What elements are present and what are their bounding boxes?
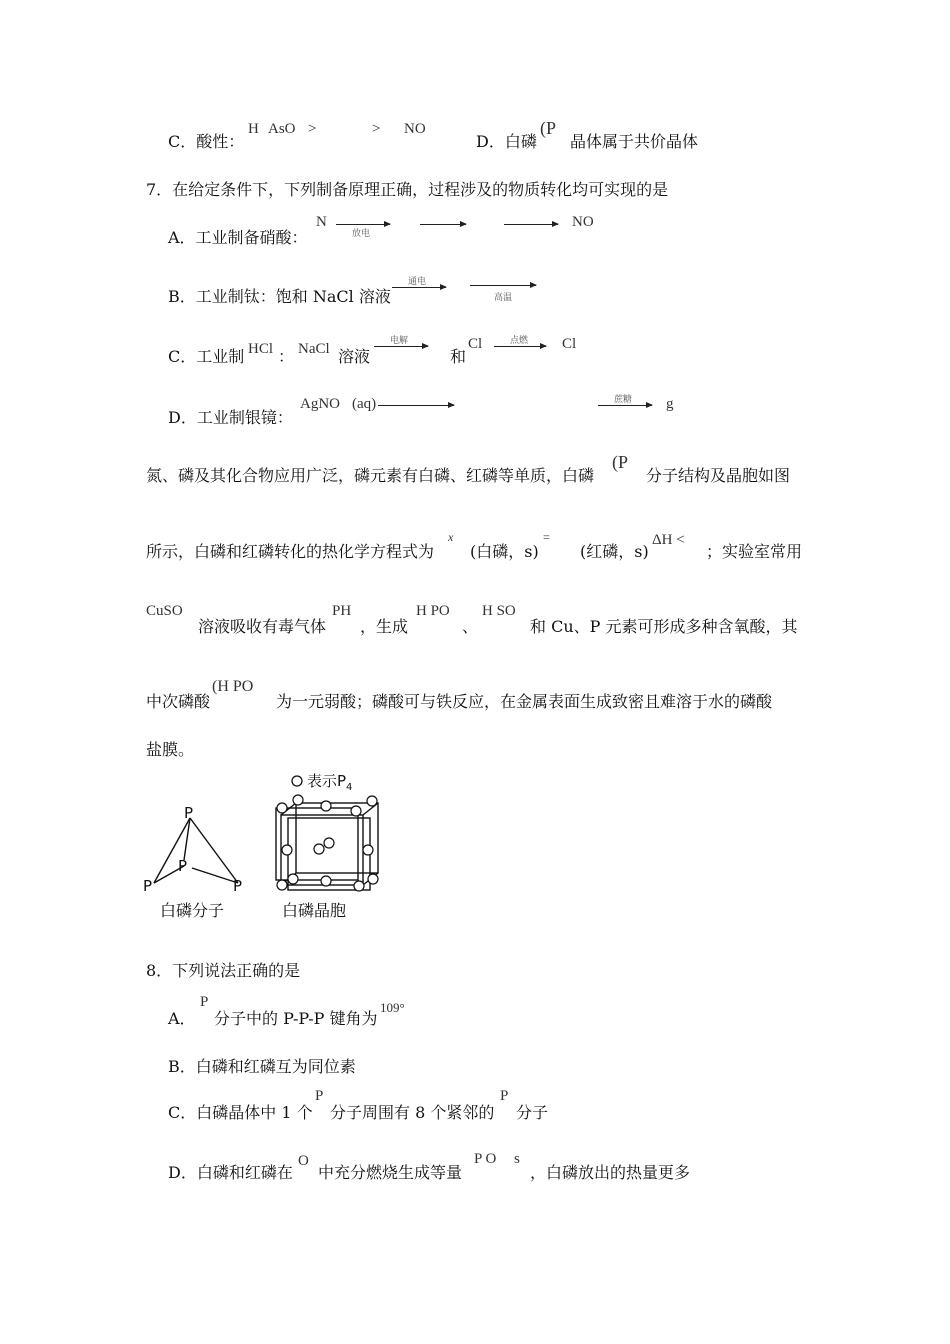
q7-a-arrow-3 xyxy=(504,224,558,225)
q7-c-cl2: Cl xyxy=(468,336,483,352)
q8-a-p4: P xyxy=(200,994,209,1010)
q7-c-cond-1: 电解 xyxy=(390,336,409,346)
intro-line-4a: 中次磷酸 xyxy=(146,692,211,711)
unit-cell-caption: 白磷晶胞 xyxy=(282,901,347,920)
q7-c-label: C．工业制 xyxy=(168,347,245,366)
intro-line-2b: (白磷，s) xyxy=(470,542,539,561)
intro-line-3a: 溶液吸收有毒气体 xyxy=(198,617,327,636)
q7-a-cond-1: 放电 xyxy=(352,229,371,239)
q7-d-label: D．工业制银镜： xyxy=(168,408,293,427)
p4-molecule xyxy=(154,818,238,883)
intro-line-2c: (红磷，s) xyxy=(580,542,649,561)
q8-c-p2: P xyxy=(500,1088,509,1104)
q6-option-c-label: C．酸性： xyxy=(168,132,245,151)
intro-line-3c: 和 Cu、P 元素可形成多种含氧酸，其 xyxy=(530,617,798,636)
intro-line-2-eq: = xyxy=(543,530,550,544)
q7-d-end: g xyxy=(666,396,674,412)
q7-d-arrow-2 xyxy=(598,405,652,406)
q7-a-arrow-2 xyxy=(420,224,466,225)
legend-circle xyxy=(292,776,302,786)
q8-stem: 8．下列说法正确的是 xyxy=(146,961,301,980)
q6-option-d-text: 晶体属于共价晶体 xyxy=(570,132,699,151)
q7-c-hcl: HCl xyxy=(248,341,274,357)
q6-option-d-label: D．白磷 xyxy=(476,132,537,151)
q7-b-arrow-1 xyxy=(392,287,446,288)
intro-line-3-sep: 、 xyxy=(462,617,479,636)
q8-c-b: 分子周围有 8 个紧邻的 xyxy=(330,1103,495,1122)
q8-c-p1: P xyxy=(315,1088,324,1104)
q7-c-arrow-2 xyxy=(494,346,546,347)
intro-line-1a: 氮、磷及其化合物应用广泛，磷元素有白磷、红磷等单质，白磷 xyxy=(146,466,595,485)
q8-d-a: D．白磷和红磷在 xyxy=(168,1163,293,1182)
intro-line-5: 盐膜。 xyxy=(146,740,195,759)
q8-c-a: C．白磷晶体中 1 个 xyxy=(168,1103,313,1122)
q8-d-o2: O xyxy=(298,1153,309,1169)
q7-d-arrow-1 xyxy=(378,405,454,406)
q7-d-cond: 蔗糖 xyxy=(614,395,633,405)
q7-d-aq: (aq) xyxy=(352,396,377,412)
q7-c-colon: ： xyxy=(278,347,295,366)
q7-stem: 7．在给定条件下，下列制备原理正确，过程涉及的物质转化均可实现的是 xyxy=(146,180,669,199)
q6-option-c-gt-2: > xyxy=(372,121,381,137)
intro-line-4b: 为一元弱酸；磷酸可与铁反应，在金属表面生成致密且难溶于水的磷酸 xyxy=(276,692,773,711)
q7-c-product: Cl xyxy=(562,336,577,352)
q7-c-solution: 溶液 xyxy=(338,347,371,366)
q6-option-c-formula-3: NO xyxy=(404,121,426,137)
intro-line-1b: 分子结构及晶胞如图 xyxy=(646,466,791,485)
intro-line-4-h3po2: (H PO xyxy=(212,678,254,695)
q8-d-c: ，白磷放出的热量更多 xyxy=(530,1163,691,1182)
q8-d-p4o10: P O xyxy=(474,1151,497,1167)
q7-c-cond-2: 点燃 xyxy=(510,336,529,346)
intro-line-2-x: x xyxy=(448,530,454,544)
q8-a-angle: 109° xyxy=(380,1000,405,1015)
q7-b-arrow-2 xyxy=(470,285,536,286)
q6-option-d-paren: (P xyxy=(540,118,557,138)
q8-a-label: A． xyxy=(168,1009,196,1028)
q7-a-n2: N xyxy=(316,214,327,230)
atom-label-center: P xyxy=(178,857,188,875)
q8-a-text: 分子中的 P-P-P 键角为 xyxy=(214,1009,378,1028)
intro-line-2d: ；实验室常用 xyxy=(706,542,803,561)
q8-d-b: 中充分燃烧生成等量 xyxy=(318,1163,463,1182)
q8-d-state: s xyxy=(514,1151,520,1167)
q7-a-label: A．工业制备硝酸： xyxy=(168,228,308,247)
atom-label-left: P xyxy=(143,877,153,895)
q7-b-cond-2: 高温 xyxy=(494,293,513,303)
intro-line-1-paren: (P xyxy=(612,452,629,472)
q7-c-nacl: NaCl xyxy=(298,341,330,357)
q7-d-agno3: AgNO xyxy=(300,396,340,412)
q6-option-c-formula-1: H xyxy=(248,121,259,137)
intro-line-2a: 所示，白磷和红磷转化的热化学方程式为 xyxy=(146,542,435,561)
q8-c-c: 分子 xyxy=(516,1103,549,1122)
q7-b-cond-1: 通电 xyxy=(408,277,427,287)
intro-line-3-hpo: H PO xyxy=(416,603,450,619)
q7-a-arrow-1 xyxy=(336,224,390,225)
intro-line-3b: ，生成 xyxy=(360,617,409,636)
atom-label-top: P xyxy=(184,804,194,822)
q7-c-arrow-1 xyxy=(374,346,428,347)
q7-b-label: B．工业制钛：饱和 NaCl 溶液 xyxy=(168,287,391,306)
q7-c-and: 和 xyxy=(450,347,467,366)
atom-label-right: P xyxy=(233,877,243,895)
intro-line-3-hso: H SO xyxy=(482,603,516,619)
q6-option-c-gt-1: > xyxy=(308,121,317,137)
intro-line-3-cuso4: CuSO xyxy=(146,603,183,619)
q8-option-b: B．白磷和红磷互为同位素 xyxy=(168,1057,356,1076)
intro-line-2-dh: ΔH < xyxy=(652,532,685,548)
white-phosphorus-figure xyxy=(142,770,402,925)
intro-line-3-ph3: PH xyxy=(332,603,352,619)
legend-label: 表示$P_4$ xyxy=(307,772,353,793)
q7-a-no2: NO xyxy=(572,214,594,230)
molecule-caption: 白磷分子 xyxy=(160,901,225,920)
q6-option-c-formula-2: AsO xyxy=(268,121,296,137)
